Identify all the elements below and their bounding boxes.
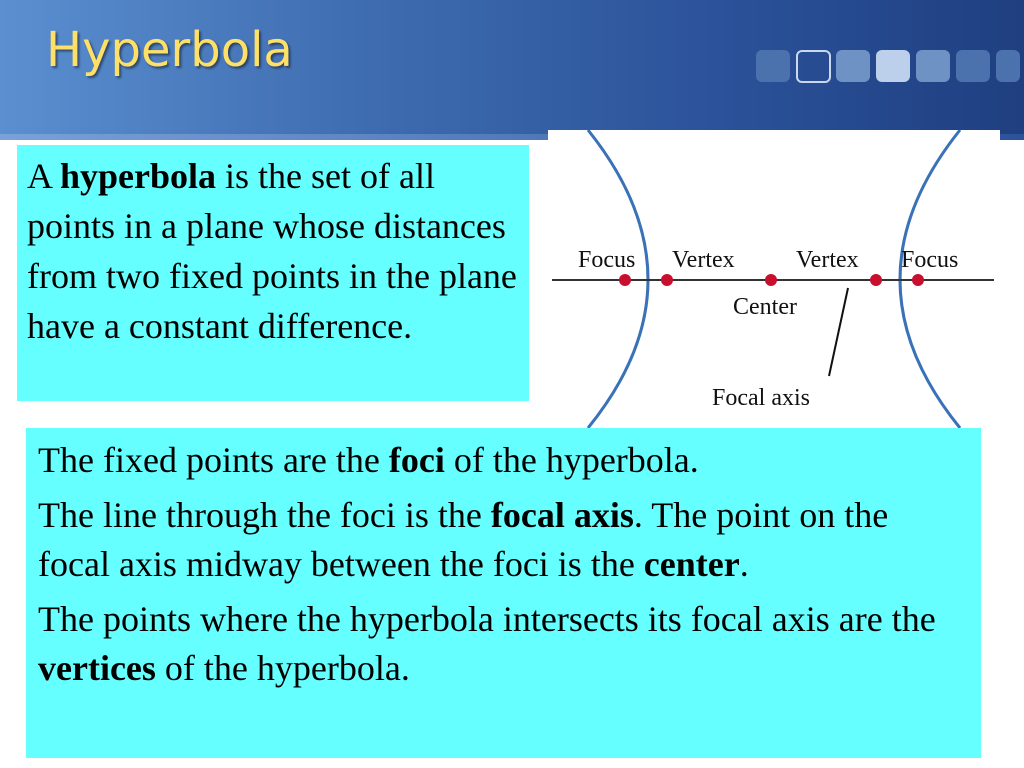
fact-text: The line through the foci is the bbox=[38, 495, 491, 535]
fact-text: of the hyperbola. bbox=[155, 648, 410, 688]
fact-term: foci bbox=[388, 440, 445, 480]
slide-title: Hyperbola bbox=[46, 22, 293, 78]
fact-text: . bbox=[739, 544, 749, 584]
fact-text: The fixed points are the bbox=[38, 440, 389, 480]
fact-term: vertices bbox=[38, 648, 156, 688]
vertex-right-label: Vertex bbox=[796, 247, 859, 273]
hyperbola-diagram bbox=[548, 130, 1000, 428]
fact-text: The points where the hyperbola intersects its focal axis are the bbox=[38, 599, 936, 639]
focus-left-point bbox=[619, 274, 631, 286]
vertex-right-point bbox=[870, 274, 882, 286]
decor-square bbox=[916, 50, 950, 82]
definition-term: hyperbola bbox=[60, 156, 217, 196]
fact-paragraph bbox=[38, 595, 969, 693]
fact-paragraph bbox=[38, 436, 969, 485]
title-banner bbox=[0, 0, 1024, 134]
focal-axis-pointer bbox=[829, 288, 848, 376]
facts-box bbox=[26, 428, 981, 758]
decor-square bbox=[876, 50, 910, 82]
definition-text: is the set of all points in a plane whose distances from two fixed points in the plane have a constant difference. bbox=[27, 156, 517, 346]
decor-square bbox=[996, 50, 1020, 82]
decor-square bbox=[796, 50, 831, 83]
fact-term: center bbox=[643, 544, 740, 584]
focus-right-point bbox=[912, 274, 924, 286]
vertex-left-point bbox=[661, 274, 673, 286]
decor-square bbox=[956, 50, 990, 82]
focus-left-label: Focus bbox=[578, 247, 636, 273]
decor-square bbox=[756, 50, 790, 82]
fact-text: of the hyperbola. bbox=[444, 440, 699, 480]
focal-axis-label: Focal axis bbox=[712, 385, 810, 411]
definition-prefix: A bbox=[27, 156, 61, 196]
center-label: Center bbox=[733, 294, 797, 320]
vertex-left-label: Vertex bbox=[672, 247, 735, 273]
focus-right-label: Focus bbox=[901, 247, 959, 273]
definition-box bbox=[17, 145, 529, 401]
fact-text: . The point on the focal axis midway between the foci is the bbox=[38, 495, 889, 584]
decor-square bbox=[836, 50, 870, 82]
fact-term: focal axis bbox=[490, 495, 634, 535]
center-point bbox=[765, 274, 777, 286]
fact-paragraph bbox=[38, 491, 969, 589]
